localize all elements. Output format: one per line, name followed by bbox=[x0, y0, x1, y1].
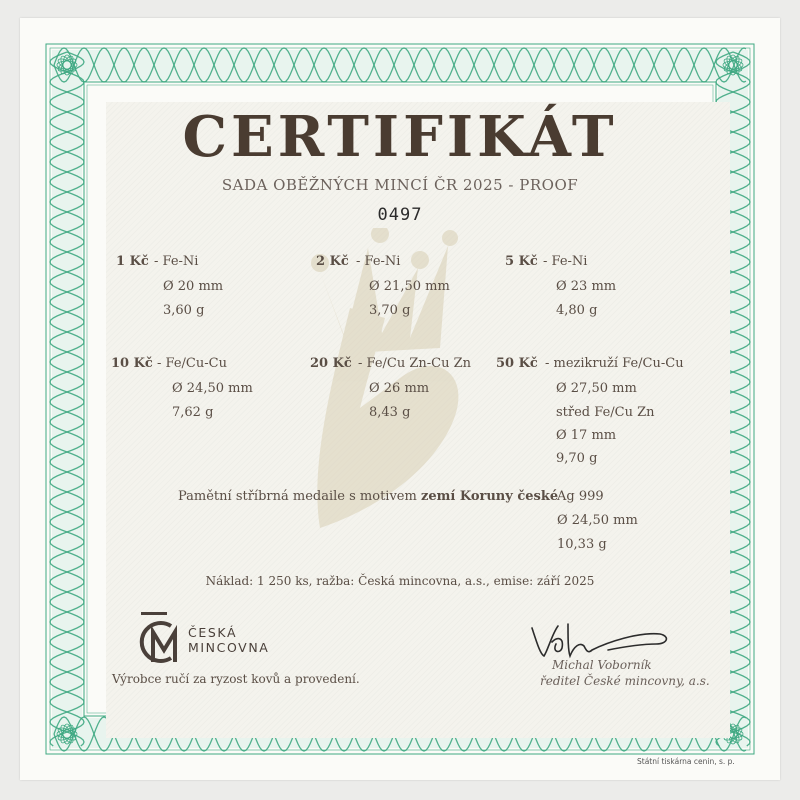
coin-50-diameter: Ø 27,50 mm bbox=[556, 381, 637, 396]
coin-5-weight: 4,80 g bbox=[556, 303, 598, 318]
logo-line-1: ČESKÁ bbox=[188, 625, 238, 640]
coin-1-denomination: 1 Kč bbox=[116, 254, 149, 269]
coin-20-diameter: Ø 26 mm bbox=[369, 381, 430, 396]
coin-2-metal: - Fe-Ni bbox=[356, 254, 401, 269]
coin-20-weight: 8,43 g bbox=[369, 405, 411, 420]
medal-text: Pamětní stříbrná medaile s motivem bbox=[178, 489, 421, 504]
coin-10-metal: - Fe/Cu-Cu bbox=[157, 356, 227, 371]
manufacturer-note: Výrobce ručí za ryzost kovů a provedení. bbox=[112, 672, 360, 686]
certificate-title: CERTIFIKÁT bbox=[182, 104, 618, 170]
coin-10-diameter: Ø 24,50 mm bbox=[172, 381, 253, 396]
coin-2-denomination: 2 Kč bbox=[316, 254, 349, 269]
coin-5-denomination: 5 Kč bbox=[505, 254, 538, 269]
medal-motif: zemí Koruny české bbox=[420, 489, 559, 504]
coin-20-metal: - Fe/Cu Zn-Cu Zn bbox=[358, 356, 472, 371]
handwritten-signature-icon bbox=[528, 620, 678, 660]
coin-10-denomination: 10 Kč bbox=[111, 356, 153, 371]
certificate-subtitle: SADA OBĚŽNÝCH MINCÍ ČR 2025 - PROOF bbox=[221, 176, 579, 194]
logo-line-2: MINCOVNA bbox=[188, 640, 270, 655]
logo-wordmark bbox=[188, 625, 308, 655]
coin-5-diameter: Ø 23 mm bbox=[556, 279, 617, 294]
signatory-role: ředitel České mincovny, a.s. bbox=[540, 674, 710, 688]
coin-20-denomination: 20 Kč bbox=[310, 356, 352, 371]
medal-diameter: Ø 24,50 mm bbox=[557, 513, 638, 528]
serial-number: 0497 bbox=[377, 205, 423, 225]
ceska-mincovna-logo-icon bbox=[131, 610, 187, 666]
medal-weight: 10,33 g bbox=[557, 537, 607, 552]
medal-description bbox=[178, 489, 558, 504]
coin-50-weight: 9,70 g bbox=[556, 451, 598, 466]
coin-2-diameter: Ø 21,50 mm bbox=[369, 279, 450, 294]
coin-2-weight: 3,70 g bbox=[369, 303, 411, 318]
printer-note: Státní tiskárna cenin, s. p. bbox=[637, 757, 735, 766]
coin-1-weight: 3,60 g bbox=[163, 303, 205, 318]
coin-50-denomination: 50 Kč bbox=[496, 356, 538, 371]
issue-note: Náklad: 1 250 ks, ražba: Česká mincovna, a.s., emise: září 2025 bbox=[205, 574, 595, 588]
coin-50-metal: - mezikruží Fe/Cu-Cu bbox=[545, 356, 684, 371]
coin-1-metal: - Fe-Ni bbox=[154, 254, 199, 269]
coin-5-metal: - Fe-Ni bbox=[543, 254, 588, 269]
coin-1-diameter: Ø 20 mm bbox=[163, 279, 224, 294]
coin-50-center-metal: střed Fe/Cu Zn bbox=[556, 405, 655, 420]
coin-50-center-diameter: Ø 17 mm bbox=[556, 428, 617, 443]
coin-10-weight: 7,62 g bbox=[172, 405, 214, 420]
signatory-name: Michal Voborník bbox=[552, 658, 652, 672]
medal-metal: Ag 999 bbox=[557, 489, 604, 504]
